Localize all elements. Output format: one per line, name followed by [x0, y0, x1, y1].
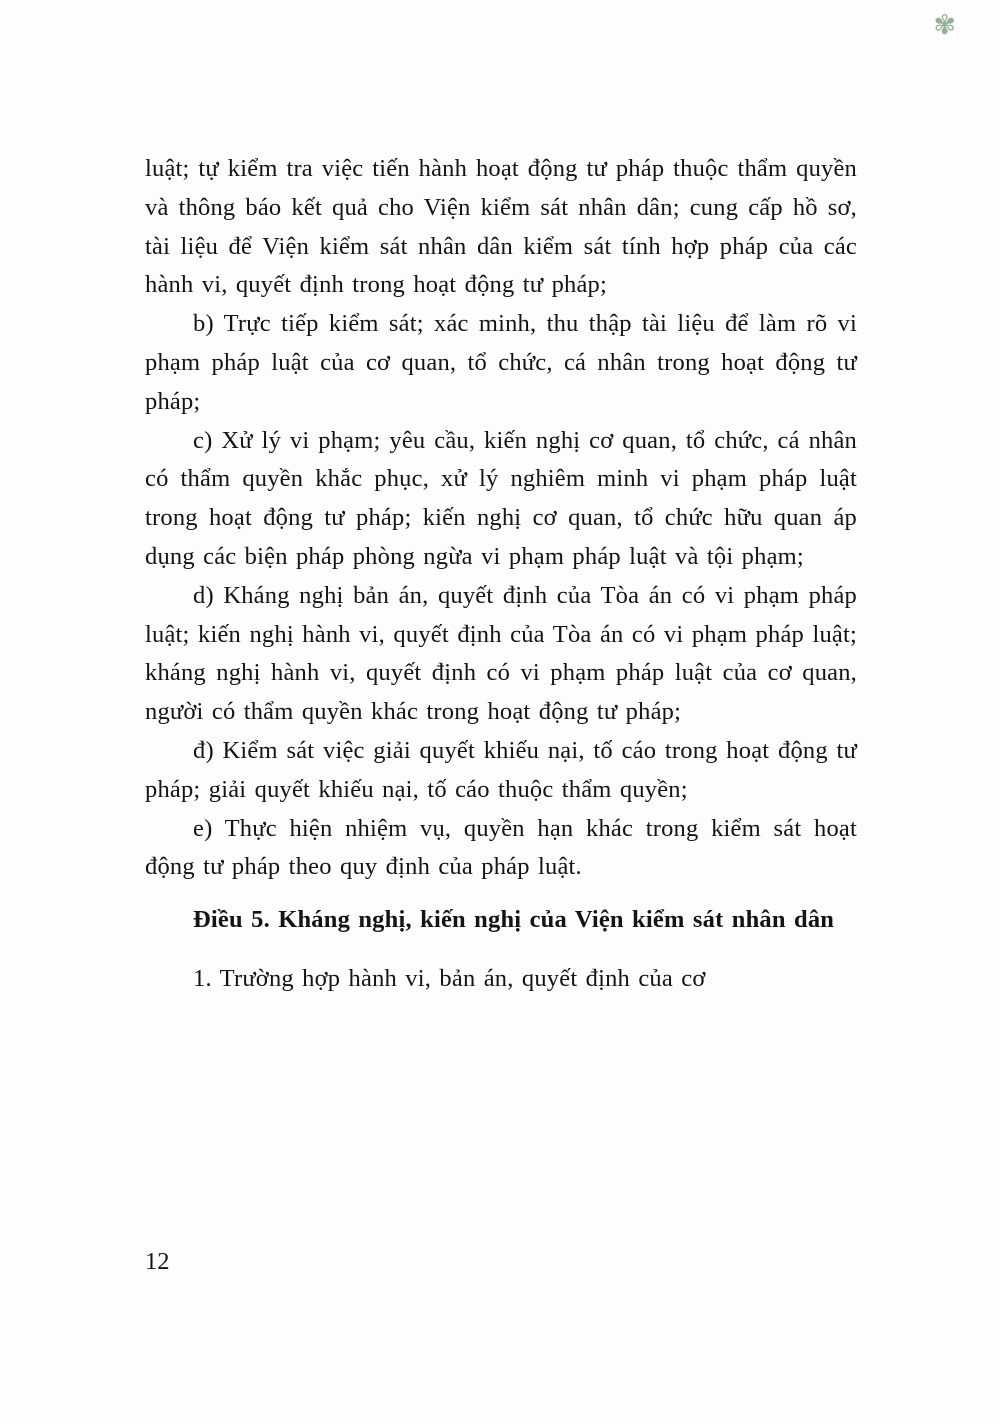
paragraph-item-e: e) Thực hiện nhiệm vụ, quyền hạn khác trong kiểm sát hoạt động tư pháp theo quy định của pháp luật. — [145, 814, 857, 881]
paragraph-continuation: luật; tự kiểm tra việc tiến hành hoạt động tư pháp thuộc thẩm quyền và thông báo kết quả cho Viện kiểm sát nhân dân; cung cấp hồ sơ, tài liệu để Viện kiểm sát nhân dân kiểm sát tính hợp pháp của các hành vi, quyết định trong hoạt động tư pháp; — [145, 155, 857, 299]
text-block — [145, 150, 857, 999]
section-heading: Điều 5. Kháng nghị, kiến nghị của Viện kiểm sát nhân dân — [193, 906, 835, 934]
paragraph-item-c: c) Xử lý vi phạm; yêu cầu, kiến nghị cơ quan, tổ chức, cá nhân có thẩm quyền khắc phục, xử lý nghiêm minh vi phạm pháp luật trong hoạt động tư pháp; kiến nghị cơ quan, tổ chức hữu quan áp dụng các biện pháp phòng ngừa vi phạm pháp luật và tội phạm; — [145, 426, 857, 570]
paragraph-intro: 1. Trường hợp hành vi, bản án, quyết định của cơ — [193, 964, 706, 992]
paragraph-item-b: b) Trực tiếp kiểm sát; xác minh, thu thập tài liệu để làm rõ vi phạm pháp luật của cơ quan, tổ chức, cá nhân trong hoạt động tư pháp; — [145, 310, 857, 415]
paragraph-item-dd: đ) Kiểm sát việc giải quyết khiếu nại, tố cáo trong hoạt động tư pháp; giải quyết khiếu nại, tố cáo thuộc thẩm quyền; — [145, 736, 857, 803]
flower-icon: ✾ — [933, 10, 956, 40]
paragraph-item-d: d) Kháng nghị bản án, quyết định của Tòa án có vi phạm pháp luật; kiến nghị hành vi, quyết định của Tòa án có vi phạm pháp luật; kháng nghị hành vi, quyết định có vi phạm pháp luật của cơ quan, người có thẩm quyền khác trong hoạt động tư pháp; — [145, 581, 857, 726]
page-number: 12 — [145, 1248, 170, 1275]
